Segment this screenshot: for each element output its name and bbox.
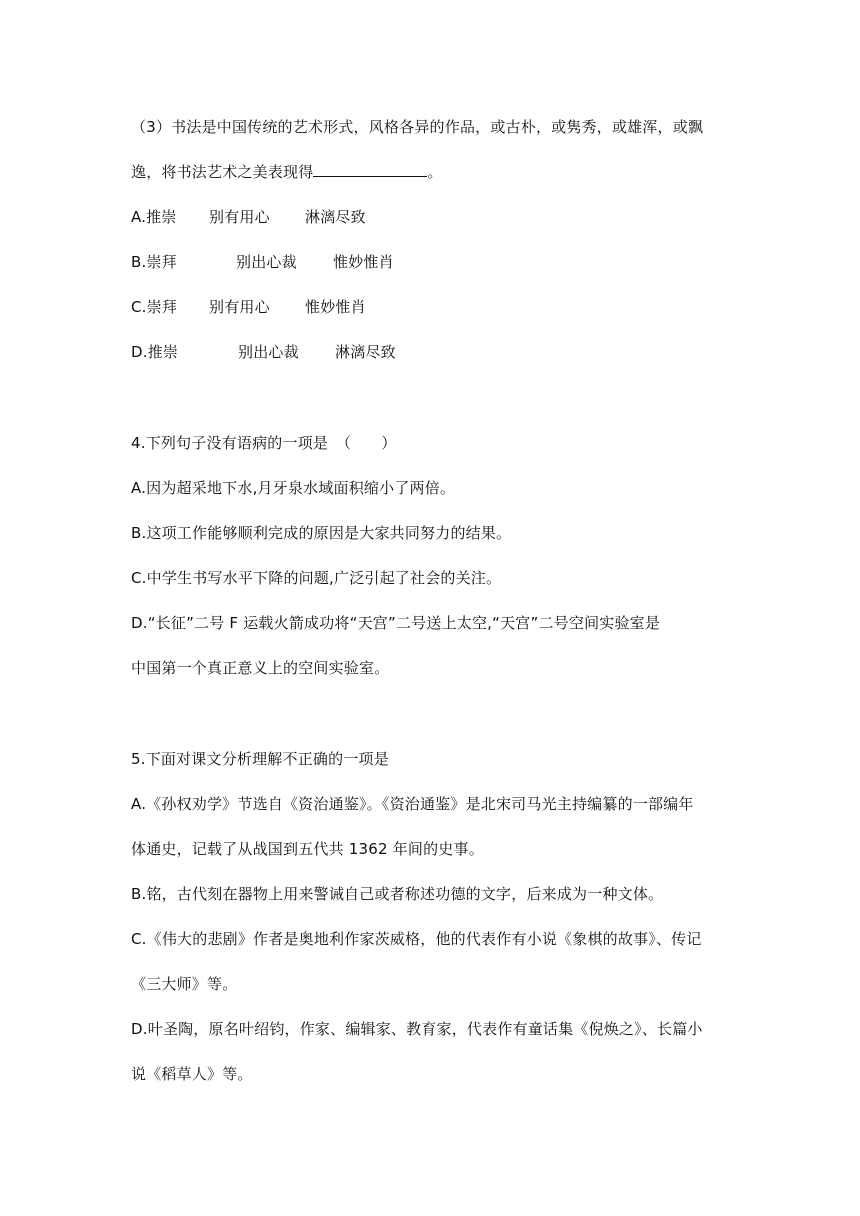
q5-stem: 5.下面对课文分析理解不正确的一项是: [131, 750, 389, 768]
option-word-1: 别出心裁: [238, 343, 299, 361]
option-word-1: 别有用心: [209, 208, 270, 226]
q3-stem-line-2: [131, 162, 443, 182]
answer-blank: [313, 162, 427, 177]
q5-option-d-line-1: D.叶圣陶，原名叶绍钧，作家、编辑家、教育家，代表作有童话集《倪焕之》、长篇小: [131, 1020, 703, 1038]
option-label: B.崇拜: [131, 253, 177, 271]
q4-option-a: A.因为超采地下水,月牙泉水域面积缩小了两倍。: [131, 479, 456, 497]
option-word-2: 淋漓尽致: [335, 343, 396, 361]
q3-option-c: [131, 297, 366, 317]
q3-option-a: [131, 207, 366, 227]
q3-stem-end: 。: [427, 163, 443, 181]
q4-option-b: B.这项工作能够顺利完成的原因是大家共同努力的结果。: [131, 524, 512, 542]
option-word-1: 别有用心: [209, 298, 270, 316]
q3-option-d: [131, 342, 396, 362]
q4-option-d-line-2: 中国第一个真正意义上的空间实验室。: [131, 659, 390, 677]
q3-stem-text: 逸，将书法艺术之美表现得: [131, 163, 314, 181]
q5-option-d-line-2: 说《稻草人》等。: [131, 1065, 253, 1083]
q3-option-b: [131, 252, 394, 272]
option-label: C.崇拜: [131, 298, 178, 316]
q4-option-d-line-1: D.“长征”二号 F 运载火箭成功将“天宫”二号送上太空,“天宫”二号空间实验室是: [131, 614, 661, 632]
q5-option-c-line-2: 《三大师》等。: [131, 975, 238, 993]
q5-option-a-line-1: A.《孙权劝学》节选自《资治通鉴》。《资治通鉴》是北宋司马光主持编纂的一部编年: [131, 795, 694, 813]
q3-stem-line-1: （3）书法是中国传统的艺术形式，风格各异的作品，或古朴，或隽秀，或雄浑，或飘: [131, 118, 704, 136]
option-word-2: 淋漓尽致: [305, 208, 366, 226]
option-label: D.推崇: [131, 343, 179, 361]
q5-option-a-line-2: 体通史，记载了从战国到五代共 1362 年间的史事。: [131, 840, 484, 858]
option-label: A.推崇: [131, 208, 177, 226]
q4-option-c: C.中学生书写水平下降的问题,广泛引起了社会的关注。: [131, 569, 502, 587]
option-word-2: 惟妙惟肖: [333, 253, 394, 271]
q4-stem: 4.下列句子没有语病的一项是 （ ）: [131, 434, 397, 452]
option-word-1: 别出心裁: [236, 253, 297, 271]
option-word-2: 惟妙惟肖: [305, 298, 366, 316]
q5-option-b: B.铭，古代刻在器物上用来警诫自己或者称述功德的文字，后来成为一种文体。: [131, 885, 664, 903]
q5-option-c-line-1: C.《伟大的悲剧》作者是奥地利作家茨威格，他的代表作有小说《象棋的故事》、传记: [131, 930, 702, 948]
